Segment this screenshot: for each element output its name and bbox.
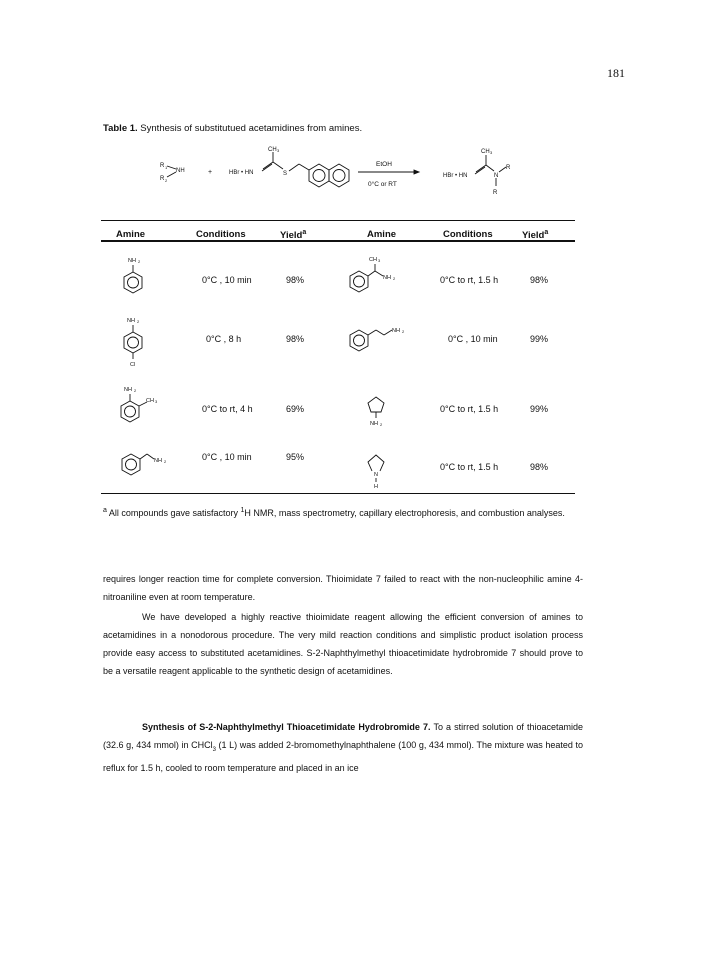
scheme-product-ch3-sub: 3 [490, 150, 493, 155]
header-amine-left [116, 229, 145, 240]
paragraph-3-part-b: (1 L) was added 2-bromomethylnaphthalene (100 g, 434 mmol). The mixture was heated to reflux for 1.5 h, cooled to room temperature and placed in an ice [103, 740, 583, 773]
scheme-product-ch3: CH [481, 149, 490, 155]
table-bottom-rule [101, 493, 575, 494]
structure-chloroaniline [124, 318, 142, 368]
methylbenzylamine-ch-label: CH [369, 257, 377, 263]
procedure-heading: Synthesis of S-2-Naphthylmethyl Thioacetimidate Hydrobromide 7. [142, 722, 431, 732]
benzylamine-nh-sub: 2 [164, 459, 167, 464]
methylbenzylamine-nh-sub: 2 [393, 276, 396, 281]
table-top-rule [101, 220, 575, 221]
row2-right-conditions: 0°C , 10 min [448, 334, 498, 344]
scheme-ch3: CH [268, 147, 277, 153]
row4-left-yield: 95% [286, 452, 305, 462]
scheme-product-r2: R [493, 190, 498, 196]
header-conditions-right-label: Conditions [443, 229, 493, 240]
header-yield-left-footnote: a [302, 229, 307, 236]
row3-left-conditions: 0°C to rt, 4 h [202, 404, 253, 414]
row2-left-conditions: 0°C , 8 h [206, 334, 242, 344]
phenethylamine-nh-sub: 2 [402, 329, 405, 334]
structure-aniline [124, 258, 142, 293]
header-conditions-left-label: Conditions [196, 229, 246, 240]
paragraph-3 [103, 718, 583, 777]
scheme-conditions-bottom: 0°C or RT [368, 181, 397, 188]
header-yield-left [280, 229, 306, 241]
cyclopentylamine-nh-label: NH [370, 421, 378, 427]
cyclopentylamine-nh-sub: 2 [380, 422, 383, 427]
header-yield-left-label: Yield [280, 230, 303, 242]
footnote-superscript: 1 [240, 507, 245, 514]
table-caption-label: Table 1. [103, 123, 138, 134]
header-yield-right-footnote: a [544, 229, 549, 236]
row4-left-conditions: 0°C , 10 min [202, 452, 252, 462]
scheme-product-r1: R [506, 165, 511, 171]
chloroaniline-cl-label: Cl [130, 362, 136, 368]
methylbenzylamine-nh-label: NH [383, 275, 391, 281]
paragraph-3-part-a: To a stirred solution of thioacetamide (32.6 g, 434 mmol) in CHCl [103, 722, 583, 750]
page-number: 181 [607, 66, 625, 80]
paragraph-2: We have developed a highly reactive thioimidate reagent allowing the efficient conversion of amines to acetamidines in a nonodorous procedure. The very mild reaction conditions and simplistic product isolation process provide easy access to substituted acetamidines. S-2-Naphthylmethyl thioacetimidate hydrobromide 7 should prove to be a versatile reagent applicable to the synthetic design of acetamidines. [103, 612, 583, 676]
header-conditions-left [196, 229, 246, 240]
row1-left-conditions: 0°C , 10 min [202, 275, 252, 285]
pyrrolidine-h-label: H [374, 484, 378, 490]
header-yield-right-label: Yield [522, 230, 545, 242]
scheme-r1-sub: 1 [165, 165, 168, 170]
structure-methylbenzylamine [350, 257, 396, 292]
scheme-conditions-top: EtOH [376, 161, 392, 168]
scheme-s: S [283, 171, 288, 177]
row4-right-yield: 98% [530, 462, 549, 472]
row3-left-yield: 69% [286, 404, 305, 414]
chloroaniline-nh-sub: 2 [137, 319, 140, 324]
scheme-plus: + [208, 169, 213, 176]
header-yield-right [522, 229, 548, 241]
aniline-nh-label: NH [128, 258, 136, 264]
structure-cyclopentylamine [368, 397, 384, 427]
table-footnote [103, 502, 583, 522]
toluidine-nh-label: NH [124, 387, 132, 393]
table-caption [103, 123, 362, 134]
structure-toluidine [121, 387, 158, 422]
row1-right-yield: 98% [530, 275, 549, 285]
toluidine-nh-sub: 2 [134, 388, 137, 393]
header-amine-right [367, 229, 396, 240]
header-amine-left-label: Amine [116, 229, 146, 240]
structure-pyrrolidine [368, 455, 384, 490]
toluidine-ch-label: CH [146, 398, 154, 404]
footnote-text-2: H NMR, mass spectrometry, capillary electrophoresis, and combustion analyses. [244, 508, 565, 518]
row4-right-conditions: 0°C to rt, 1.5 h [440, 462, 499, 472]
header-amine-right-label: Amine [367, 229, 397, 240]
row2-left-yield: 98% [286, 334, 305, 344]
scheme-product-n: N [494, 173, 499, 179]
chloroaniline-nh-label: NH [127, 318, 135, 324]
toluidine-ch-sub: 3 [155, 399, 158, 404]
pyrrolidine-n-label: N [374, 472, 378, 478]
scheme-nh: NH [176, 168, 185, 174]
row1-left-yield: 98% [286, 275, 305, 285]
scheme-r2-sub: 2 [165, 178, 168, 183]
row1-right-conditions: 0°C to rt, 1.5 h [440, 275, 499, 285]
structure-phenethylamine [350, 328, 405, 351]
paragraph-1: requires longer reaction time for complete conversion. Thioimidate 7 failed to react with the non-nucleophilic amine 4-nitroaniline even at room temperature. [103, 574, 583, 602]
row2-right-yield: 99% [530, 334, 549, 344]
paragraph-3-subscript: 3 [212, 746, 216, 753]
scheme-reagent-salt: HBr • HN [229, 170, 254, 176]
scheme-r2: R [160, 176, 165, 182]
scheme-ch3-sub: 3 [277, 148, 280, 153]
scheme-product-salt: HBr • HN [443, 173, 468, 179]
table-caption-text: Synthesis of substitutued acetamidines from amines. [137, 123, 363, 134]
methylbenzylamine-ch-sub: 3 [378, 258, 381, 263]
header-conditions-right [443, 229, 493, 240]
footnote-mark: a [103, 507, 107, 514]
row3-right-yield: 99% [530, 404, 549, 414]
aniline-nh-sub: 2 [138, 259, 141, 264]
benzylamine-nh-label: NH [154, 458, 162, 464]
scheme-r1: R [160, 163, 165, 169]
structure-benzylamine [122, 454, 167, 475]
phenethylamine-nh-label: NH [392, 328, 400, 334]
table-header-rule [101, 240, 575, 242]
footnote-text-1: All compounds gave satisfactory [106, 508, 241, 518]
row3-right-conditions: 0°C to rt, 1.5 h [440, 404, 499, 414]
